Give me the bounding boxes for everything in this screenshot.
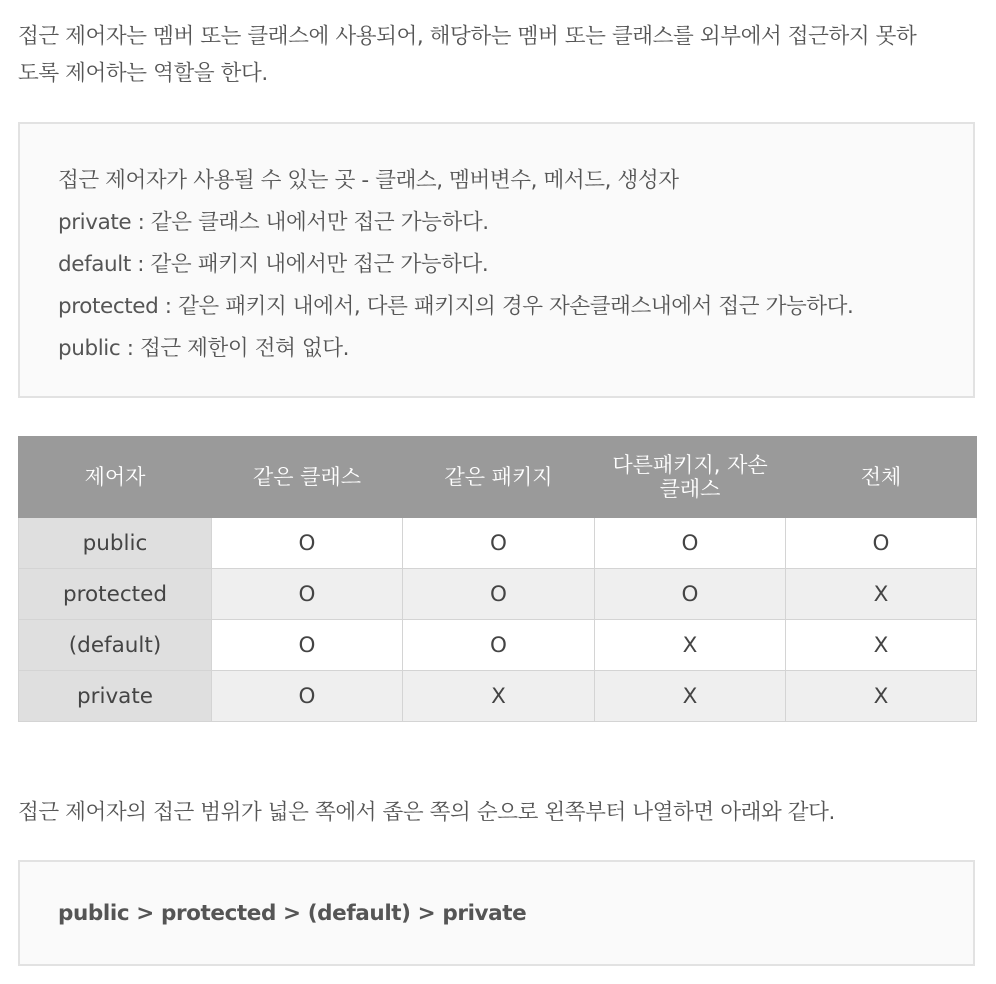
notes-line-public: public : 접근 제한이 전혀 없다. — [58, 336, 350, 361]
table-cell: X — [595, 620, 786, 671]
table-cell: O — [403, 518, 595, 569]
table-cell: O — [403, 620, 595, 671]
table-row — [19, 569, 977, 620]
intro-line-1: 접근 제어자는 멤버 또는 클래스에 사용되어, 해당하는 멤버 또는 클래스를 외부에서 접근하지 못하 — [18, 24, 917, 49]
header-same-package: 같은 패키지 — [403, 437, 595, 518]
scope-order-paragraph: 접근 제어자의 접근 범위가 넓은 쪽에서 좁은 쪽의 순으로 왼쪽부터 나열하면 아래와 같다. — [18, 800, 835, 825]
table-cell: O — [212, 671, 403, 722]
table-cell: X — [595, 671, 786, 722]
row-modifier-private: private — [19, 671, 212, 722]
table-row — [19, 671, 977, 722]
scope-order-text: public > protected > (default) > private — [58, 901, 527, 926]
notes-line-private: private : 같은 클래스 내에서만 접근 가능하다. — [58, 210, 489, 235]
table-cell: O — [403, 569, 595, 620]
row-modifier-protected: protected — [19, 569, 212, 620]
table-cell: X — [786, 671, 977, 722]
intro-line-2: 도록 제어하는 역할을 한다. — [18, 61, 268, 86]
table-cell: X — [403, 671, 595, 722]
row-modifier-public: public — [19, 518, 212, 569]
notes-line-usage: 접근 제어자가 사용될 수 있는 곳 - 클래스, 멤버변수, 메서드, 생성자 — [58, 168, 679, 193]
notes-line-protected: protected : 같은 패키지 내에서, 다른 패키지의 경우 자손클래스내에서 접근 가능하다. — [58, 294, 854, 319]
table-cell: O — [595, 518, 786, 569]
table-cell: O — [212, 569, 403, 620]
header-all: 전체 — [786, 437, 977, 518]
table-cell: O — [786, 518, 977, 569]
header-modifier: 제어자 — [19, 437, 212, 518]
access-scope-table — [18, 436, 977, 722]
intro-paragraph — [18, 18, 978, 92]
notes-line-default: default : 같은 패키지 내에서만 접근 가능하다. — [58, 252, 489, 277]
table-cell: O — [212, 620, 403, 671]
access-modifier-notes-box — [18, 122, 975, 398]
header-other-package-subclass: 다른패키지, 자손클래스 — [595, 437, 786, 518]
table-cell: O — [595, 569, 786, 620]
table-cell: X — [786, 620, 977, 671]
header-same-class: 같은 클래스 — [212, 437, 403, 518]
table-header-row — [19, 437, 977, 518]
row-modifier-default: (default) — [19, 620, 212, 671]
table-row — [19, 518, 977, 569]
scope-order-box — [18, 860, 975, 966]
table-cell: O — [212, 518, 403, 569]
table-cell: X — [786, 569, 977, 620]
table-row — [19, 620, 977, 671]
